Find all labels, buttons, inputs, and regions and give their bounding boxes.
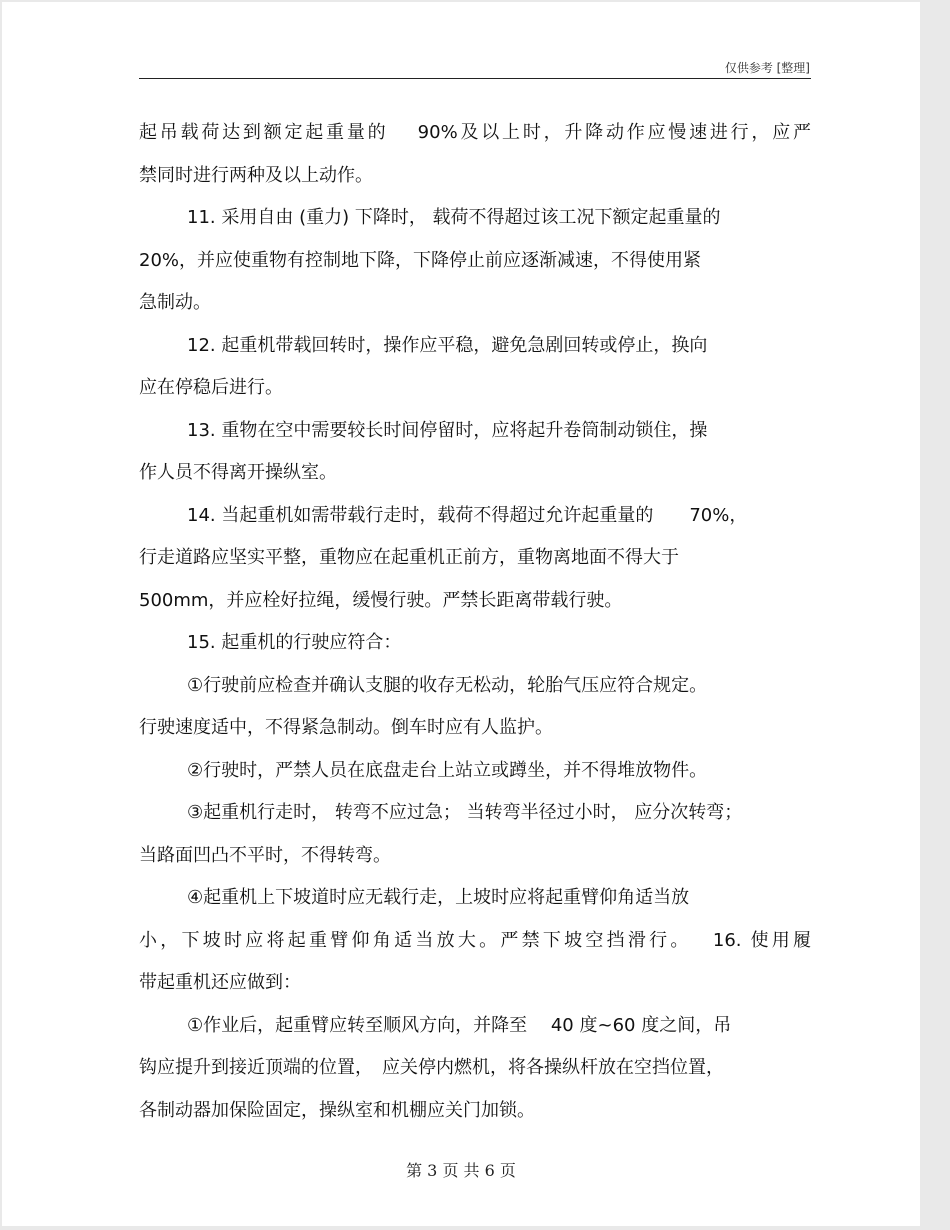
- text-line: 作人员不得离开操纵室。: [139, 462, 337, 483]
- header-label: 仅供参考 [整理]: [724, 61, 810, 75]
- text-line: 500mm，并应栓好拉绳，缓慢行驶。严禁长距离带载行驶。: [139, 589, 623, 611]
- text-line: ④起重机上下坡道时应无载行走，上坡时应将起重臂仰角适当放: [187, 887, 690, 908]
- text-line: ②行驶时，严禁人员在底盘走台上站立或蹲坐，并不得堆放物件。: [187, 759, 708, 781]
- text-line: 应在停稳后进行。: [139, 377, 283, 398]
- text-line: 15. 起重机的行驶应符合：: [187, 632, 402, 653]
- text-line: 14. 当起重机如需带载行走时，载荷不得超过允许起重量的 70%，: [187, 504, 748, 526]
- text-line: ①行驶前应检查并确认支腿的收存无松动，轮胎气压应符合规定。: [187, 674, 708, 696]
- text-line: 急制动。: [139, 292, 211, 313]
- text-line: 当路面凹凸不平时，不得转弯。: [139, 844, 391, 866]
- text-line: 20%，并应使重物有控制地下降，下降停止前应逐渐减速，不得使用紧: [139, 249, 702, 271]
- text-line: ①作业后，起重臂应转至顺风方向，并降至 40 度~60 度之间，吊: [187, 1014, 732, 1036]
- text-line: 13. 重物在空中需要较长时间停留时，应将起升卷筒制动锁住，操: [187, 419, 708, 441]
- text-line: 各制动器加保险固定，操纵室和机棚应关门加锁。: [139, 1099, 535, 1121]
- text-line: 小，下坡时应将起重臂仰角适当放大。严禁下坡空挡滑行。 16. 使用履: [139, 929, 811, 951]
- text-line: 起吊载荷达到额定起重量的 90%及以上时，升降动作应慢速进行，应严: [139, 122, 811, 143]
- document-page: [2, 2, 920, 1226]
- text-line: 禁同时进行两种及以上动作。: [139, 164, 373, 186]
- page-number-footer: 第 3 页 共 6 页: [406, 1161, 516, 1180]
- header-rule: [139, 78, 811, 79]
- text-line: 11. 采用自由 (重力) 下降时， 载荷不得超过该工况下额定起重量的: [187, 207, 721, 228]
- text-line: 行驶速度适中，不得紧急制动。倒车时应有人监护。: [139, 717, 553, 738]
- text-line: 12. 起重机带载回转时，操作应平稳，避免急剧回转或停止，换向: [187, 334, 708, 356]
- body-text: [139, 112, 811, 1132]
- text-line: ③起重机行走时， 转弯不应过急； 当转弯半径过小时， 应分次转弯；: [187, 802, 743, 823]
- text-line: 钩应提升到接近顶端的位置， 应关停内燃机，将各操纵杆放在空挡位置，: [139, 1057, 724, 1078]
- text-line: 带起重机还应做到：: [139, 972, 301, 993]
- text-line: 行走道路应坚实平整，重物应在起重机正前方，重物离地面不得大于: [139, 547, 679, 568]
